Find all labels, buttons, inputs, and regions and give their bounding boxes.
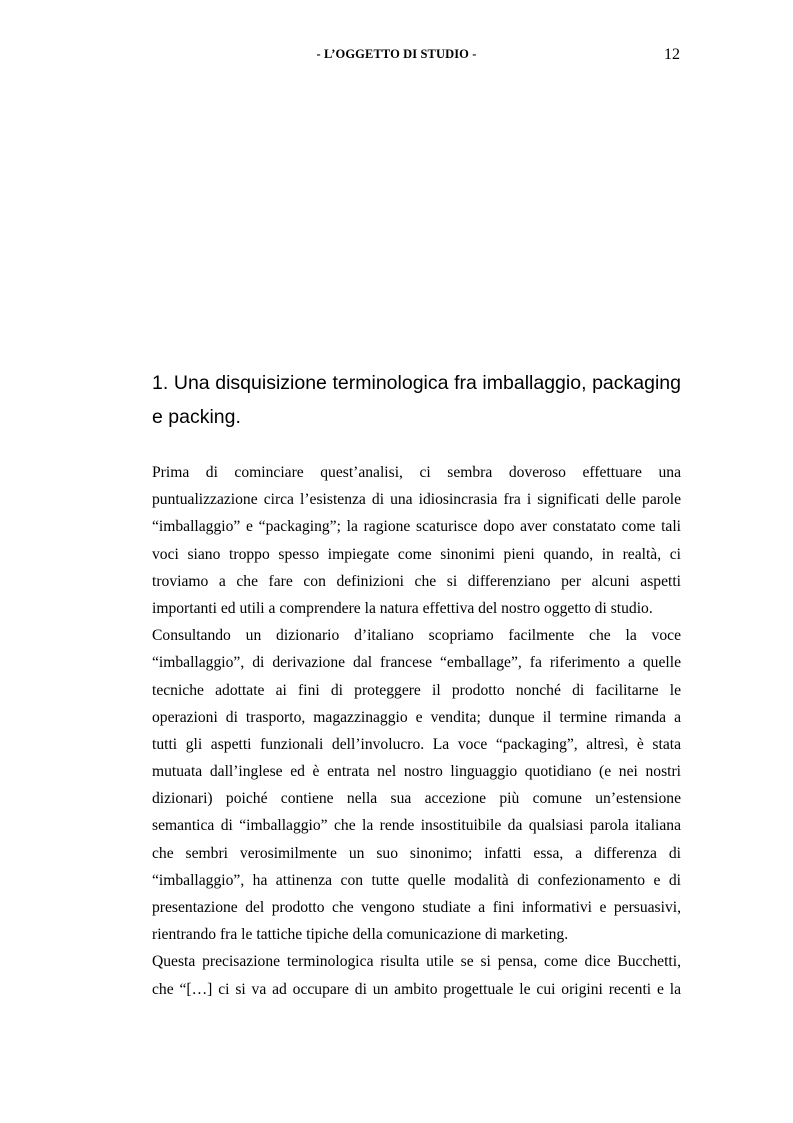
body-line: “imballaggio”, di derivazione dal francese “emballage”, fa riferimento a quelle [152,654,681,672]
body-line: “imballaggio”, ha attinenza con tutte quelle modalità di confezionamento e di [152,871,681,889]
body-line: tecniche adottate ai fini di proteggere il prodotto nonché di facilitarne le [152,681,681,699]
body-line: dizionari) poiché contiene nella sua accezione più comune un’estensione [152,790,681,808]
body-line: operazioni di trasporto, magazzinaggio e vendita; dunque il termine rimanda a [152,708,681,726]
body-line: tutti gli aspetti funzionali dell’involucro. La voce “packaging”, altresì, è stata [152,735,681,753]
body-line: Questa precisazione terminologica risulta utile se si pensa, come dice Bucchetti, [152,953,681,971]
body-text [152,459,681,1003]
body-line: importanti ed utili a comprendere la natura effettiva del nostro oggetto di studio. [152,599,653,617]
body-line: rientrando fra le tattiche tipiche della comunicazione di marketing. [152,926,569,944]
body-line: mutuata dall’inglese ed è entrata nel nostro linguaggio quotidiano (e nei nostri [152,763,681,781]
running-header-title: - L’OGGETTO DI STUDIO - [316,47,477,61]
body-line: voci siano troppo spesso impiegate come sinonimi pieni quando, in realtà, ci [152,545,681,563]
body-line: che “[…] ci si va ad occupare di un ambito progettuale le cui origini recenti e la [152,980,681,998]
body-line: che sembri verosimilmente un suo sinonimo; infatti essa, a differenza di [152,844,681,862]
body-line: Prima di cominciare quest’analisi, ci sembra doveroso effettuare una [152,464,681,481]
body-line: presentazione del prodotto che vengono studiate a fini informativi e persuasivi, [152,899,681,916]
body-line: “imballaggio” e “packaging”; la ragione scaturisce dopo aver constatato come tali [152,518,681,536]
body-line: Consultando un dizionario d’italiano scopriamo facilmente che la voce [152,627,681,645]
body-line: semantica di “imballaggio” che la rende insostituibile da qualsiasi parola italiana [152,817,681,835]
page-number: 12 [664,46,680,63]
section-heading: 1. Una disquisizione terminologica fra imballaggio, packaging e packing. [152,372,681,428]
body-line: troviamo a che fare con definizioni che si differenziano per alcuni aspetti [152,572,681,590]
body-line: puntualizzazione circa l’esistenza di una idiosincrasia fra i significati delle parole [152,491,681,509]
